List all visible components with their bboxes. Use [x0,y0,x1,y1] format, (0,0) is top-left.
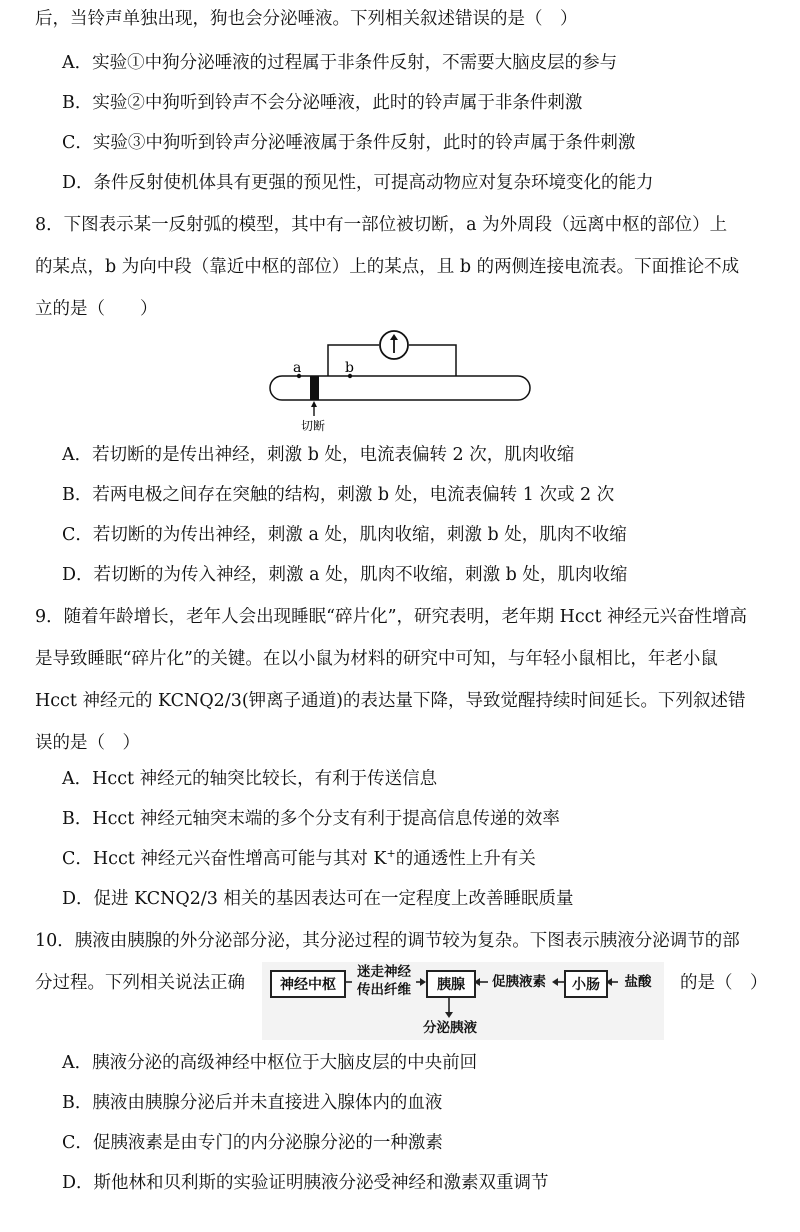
q8-stem-line-2: 的某点，b 为向中段（靠近中枢的部位）上的某点，且 b 的两侧连接电流表。下面推论不成 [35,257,740,277]
q7-option-a: A．实验①中狗分泌唾液的过程属于非条件反射，不需要大脑皮层的参与 [62,53,618,73]
label-b: b [345,360,354,376]
nerve-fiber [270,376,530,400]
flow-arrows [262,962,664,1040]
q9-option-c-text: C．Hcct 神经元兴奋性增高可能与其对 K [62,849,387,869]
q7-option-c: C．实验③中狗听到铃声分泌唾液属于条件反射，此时的铃声属于条件刺激 [62,133,636,153]
q7-option-d: D．条件反射使机体具有更强的预见性，可提高动物应对复杂环境变化的能力 [62,173,654,193]
ammeter-wire-right [409,345,456,376]
q9-stem-line-4: 误的是（ ） [35,733,140,753]
q9-stem-line-1: 9．随着年龄增长，老年人会出现睡眠“碎片化”，研究表明，老年期 Hcct 神经元兴奋性增高 [35,607,748,627]
label-secrete-pancreatic-juice: 分泌胰液 [423,1020,477,1036]
q10-stem-line-2-right: 的是（ ） [680,973,768,993]
q8-stem-line-1: 8．下图表示某一反射弧的模型，其中有一部位被切断，a 为外周段（远离中枢的部位）上 [35,215,728,235]
q10-option-a: A．胰液分泌的高级神经中枢位于大脑皮层的中央前回 [62,1053,478,1073]
q9-option-d: D．促进 KCNQ2/3 相关的基因表达可在一定程度上改善睡眠质量 [62,889,574,909]
q7-option-b: B．实验②中狗听到铃声不会分泌唾液，此时的铃声属于非条件刺激 [62,93,583,113]
q10-option-d: D．斯他林和贝利斯的实验证明胰液分泌受神经和激素双重调节 [62,1173,549,1193]
label-secretin: 促胰液素 [492,974,546,990]
q9-option-a: A．Hcct 神经元的轴突比较长，有利于传送信息 [62,769,438,789]
q10-option-c: C．促胰液素是由专门的内分泌腺分泌的一种激素 [62,1133,443,1153]
q9-option-b: B．Hcct 神经元轴突末端的多个分支有利于提高信息传递的效率 [62,809,560,829]
q9-stem-line-3: Hcct 神经元的 KCNQ2/3(钾离子通道)的表达量下降，导致觉醒持续时间延长。下列叙述错 [35,691,746,711]
q8-option-a: A．若切断的是传出神经，刺激 b 处，电流表偏转 2 次，肌肉收缩 [62,445,575,465]
reflex-arc-figure [260,326,540,436]
q9-option-c-superscript: + [386,847,396,861]
q8-stem-line-3: 立的是（ ） [35,299,158,319]
cut-label: 切断 [301,419,326,433]
box-nerve-center: 神经中枢 [270,970,346,998]
q10-stem-line-2-left: 分过程。下列相关说法正确 [35,973,245,993]
q7-stem-tail: 后，当铃声单独出现，狗也会分泌唾液。下列相关叙述错误的是（ ） [35,9,578,29]
pancreas-flow-figure [262,962,664,1040]
q8-option-c: C．若切断的为传出神经，刺激 a 处，肌肉收缩，刺激 b 处，肌肉不收缩 [62,525,627,545]
label-a: a [293,360,302,376]
q8-option-d: D．若切断的为传入神经，刺激 a 处，肌肉不收缩，刺激 b 处，肌肉收缩 [62,565,628,585]
q10-stem-line-1: 10．胰液由胰腺的外分泌部分泌，其分泌过程的调节较为复杂。下图表示胰液分泌调节的部 [35,931,740,951]
q9-stem-line-2: 是导致睡眠“碎片化”的关键。在以小鼠为材料的研究中可知，与年轻小鼠相比，年老小鼠 [35,649,718,669]
q9-option-c-text-end: 的通透性上升有关 [395,849,536,869]
q10-option-b: B．胰液由胰腺分泌后并未直接进入腺体内的血液 [62,1093,443,1113]
label-hydrochloric-acid: 盐酸 [624,974,652,990]
cut-block [310,376,319,400]
q8-option-b: B．若两电极之间存在突触的结构，刺激 b 处，电流表偏转 1 次或 2 次 [62,485,615,505]
label-vagus-nerve: 迷走神经 [357,964,411,980]
label-efferent-fiber: 传出纤维 [357,982,411,998]
box-pancreas: 胰腺 [426,970,476,998]
q9-option-c [62,846,536,872]
box-small-intestine: 小肠 [564,970,608,998]
